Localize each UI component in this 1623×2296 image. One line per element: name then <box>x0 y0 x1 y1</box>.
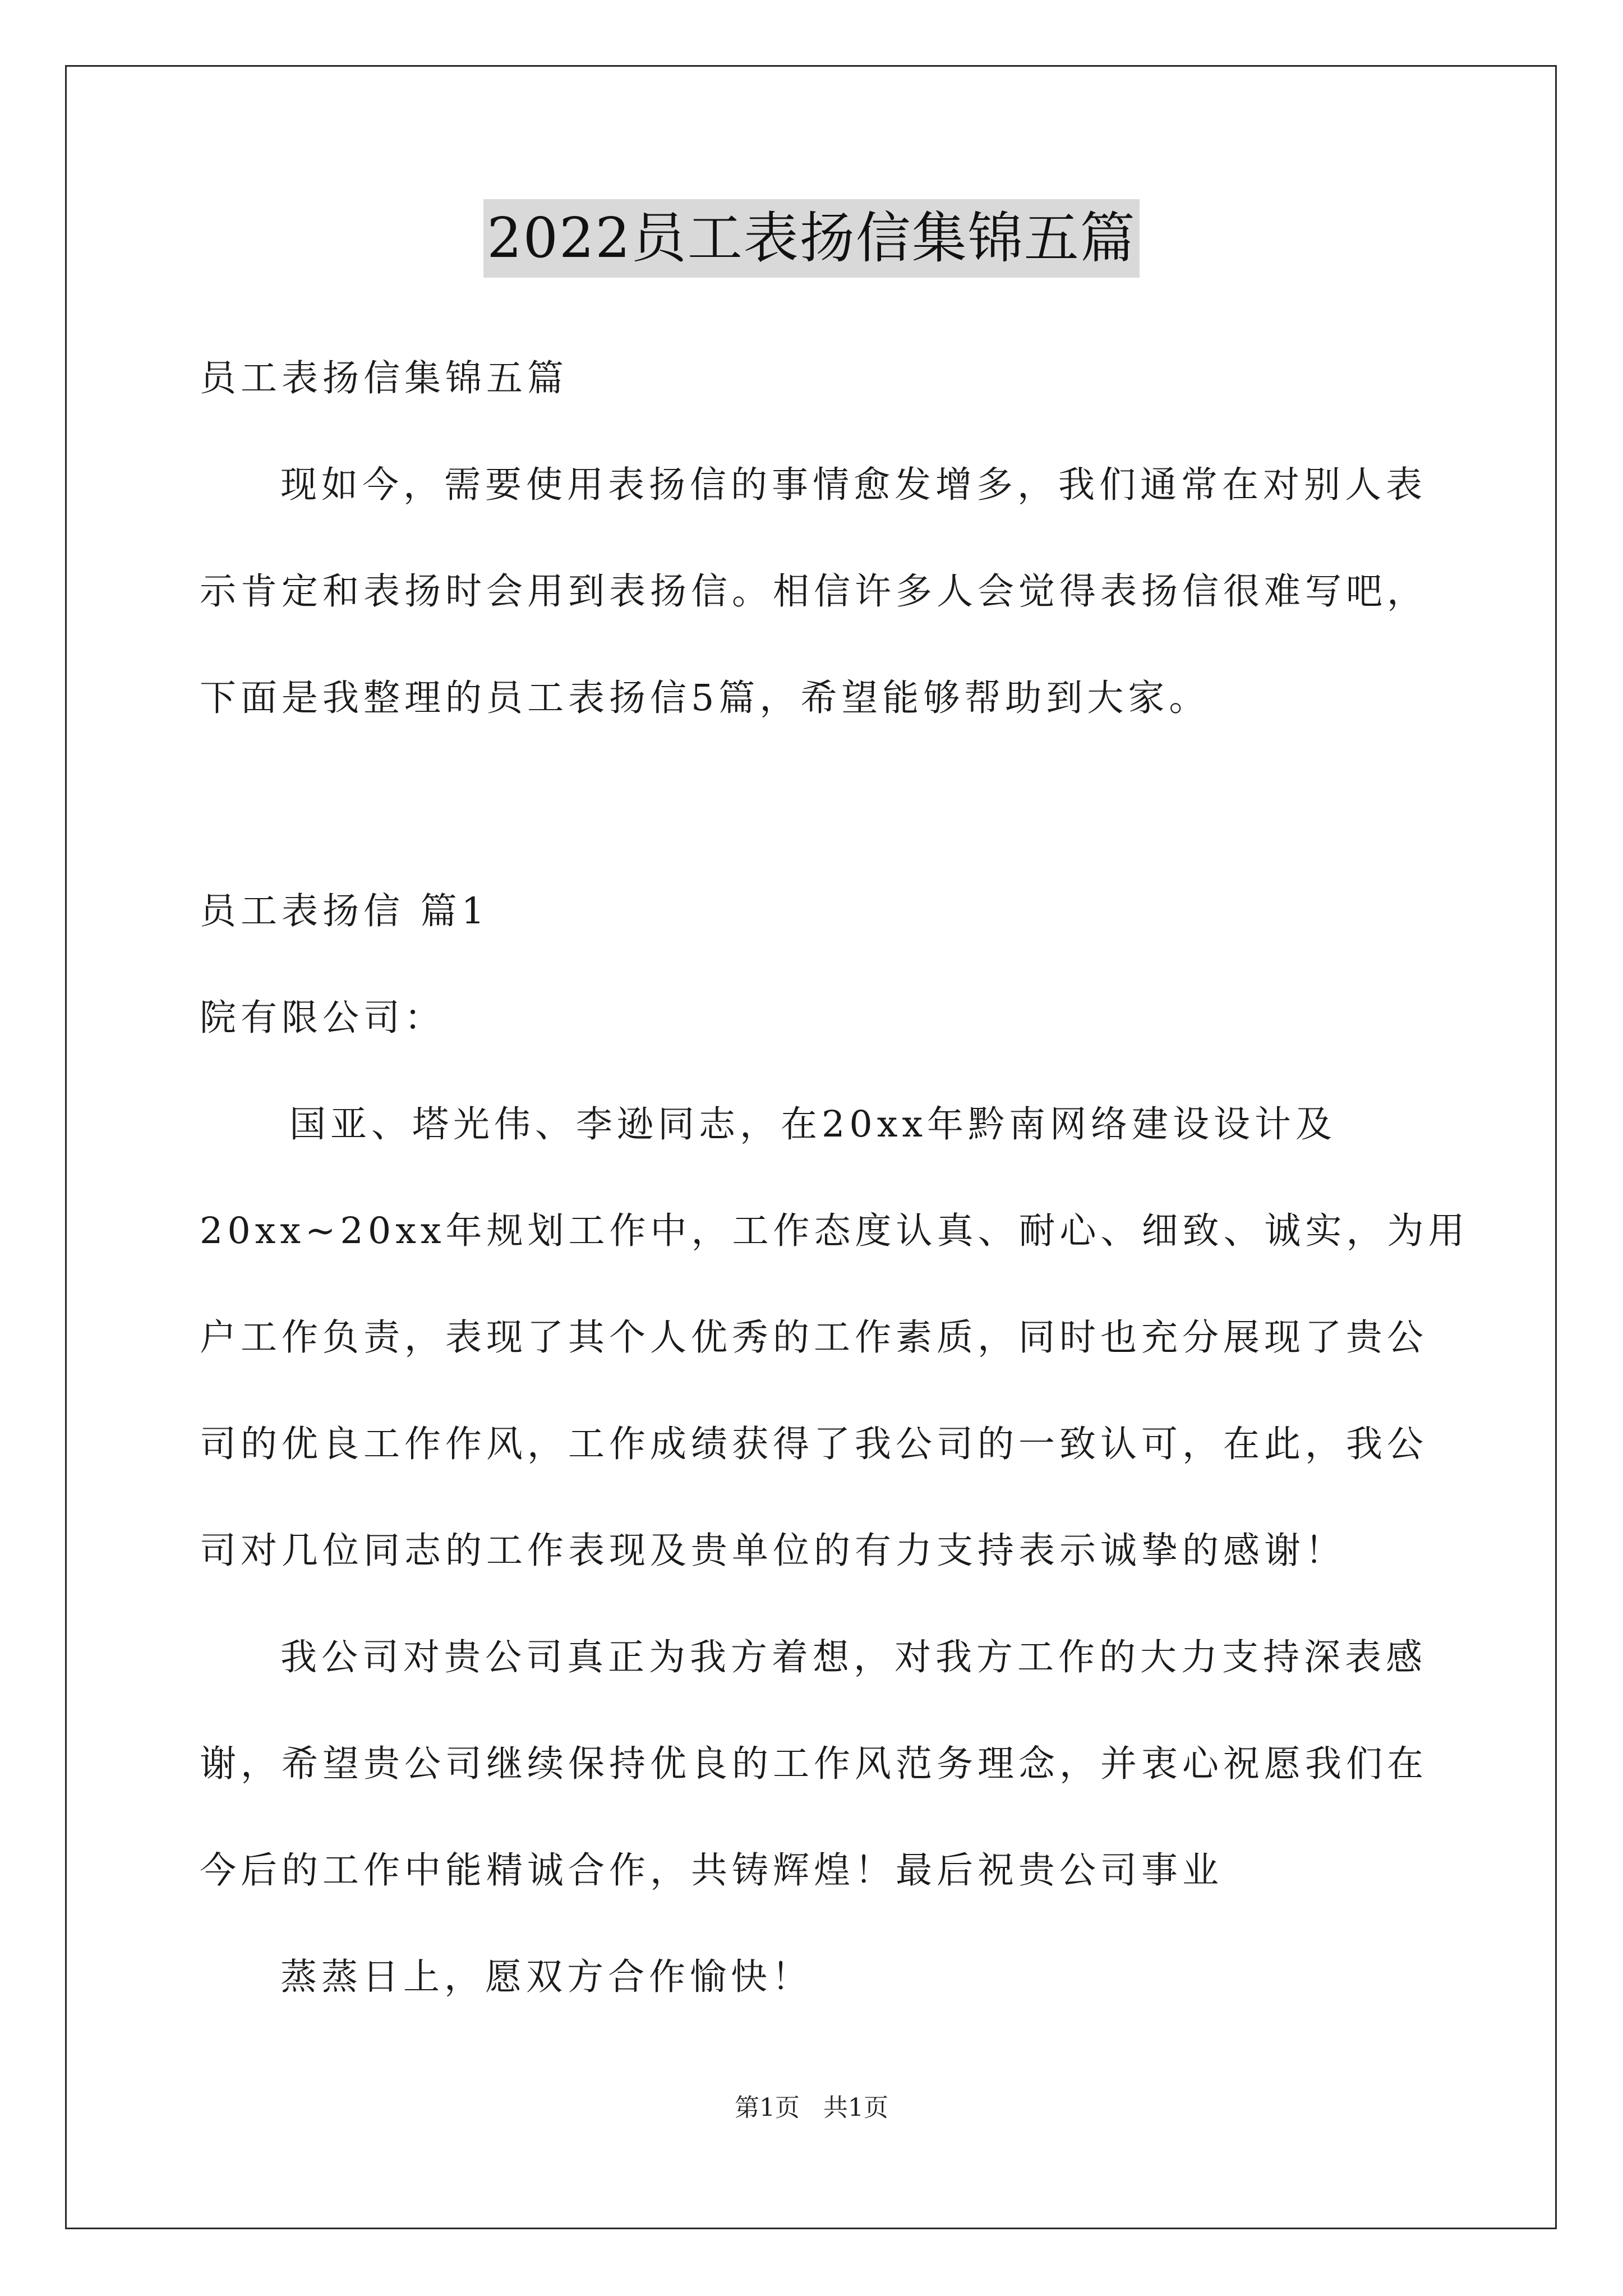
body-paragraph-line: 国亚、塔光伟、李逊同志，在20xx年黔南网络建设设计及 <box>289 1103 1337 1145</box>
salutation: 院有限公司： <box>200 997 446 1039</box>
body-paragraph-line: 今后的工作中能精诚合作，共铸辉煌！最后祝贵公司事业 <box>200 1849 1224 1892</box>
body-paragraph-line: 20xx~20xx年规划工作中，工作态度认真、耐心、细致、诚实，为用 <box>200 1210 1469 1252</box>
intro-paragraph-line: 示肯定和表扬时会用到表扬信。相信许多人会觉得表扬信很难写吧， <box>200 570 1428 613</box>
intro-paragraph-line: 下面是我整理的员工表扬信5篇，希望能够帮助到大家。 <box>200 677 1210 719</box>
title-container <box>0 199 1623 278</box>
intro-paragraph-line: 现如今，需要使用表扬信的事情愈发增多，我们通常在对别人表 <box>280 464 1427 506</box>
page-total: 共1页 <box>823 2093 888 2122</box>
body-paragraph-line: 司的优良工作作风，工作成绩获得了我公司的一致认可，在此，我公 <box>200 1423 1428 1465</box>
document-title: 2022员工表扬信集锦五篇 <box>483 199 1139 278</box>
subtitle-line: 员工表扬信集锦五篇 <box>200 357 569 399</box>
section-heading: 员工表扬信 篇1 <box>200 890 490 932</box>
page-footer <box>0 2091 1623 2125</box>
body-paragraph-line: 谢，希望贵公司继续保持优良的工作风范务理念，并衷心祝愿我们在 <box>200 1743 1428 1785</box>
body-paragraph-line: 户工作负责，表现了其个人优秀的工作素质，同时也充分展现了贵公 <box>200 1317 1428 1359</box>
closing-line: 蒸蒸日上，愿双方合作愉快！ <box>280 1956 813 1998</box>
page-number: 第1页 <box>735 2093 800 2122</box>
body-paragraph-line: 司对几位同志的工作表现及贵单位的有力支持表示诚挚的感谢！ <box>200 1530 1347 1572</box>
body-paragraph-line: 我公司对贵公司真正为我方着想，对我方工作的大力支持深表感 <box>280 1636 1427 1678</box>
